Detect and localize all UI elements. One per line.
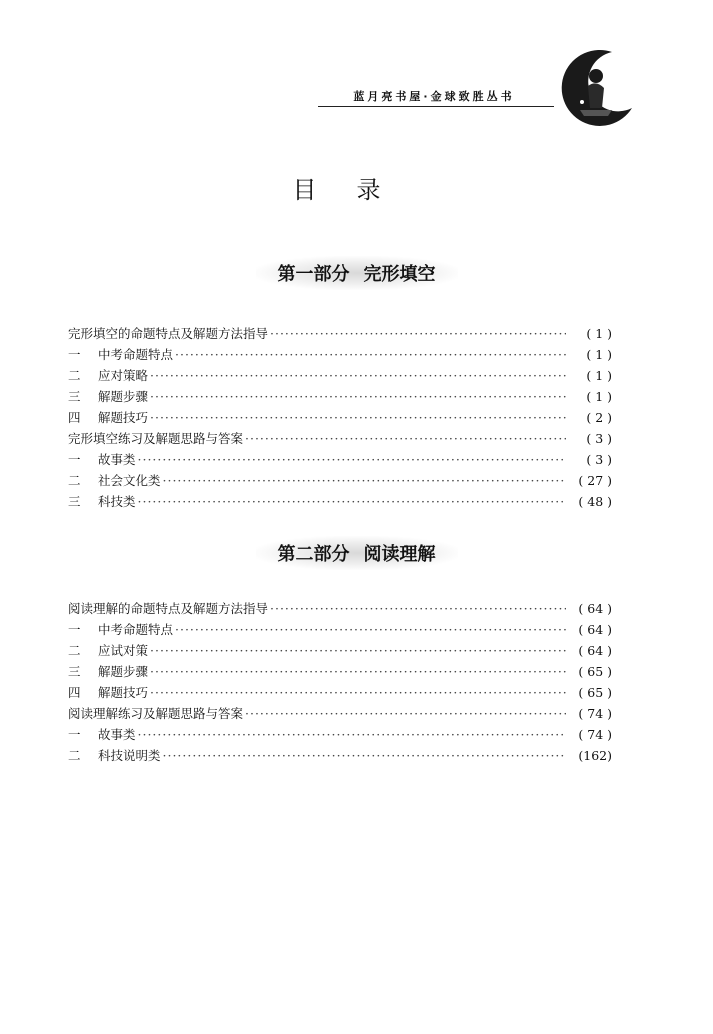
- toc-entry-label: 中考命题特点: [98, 347, 174, 362]
- toc-entry-page: ( 3 ): [586, 452, 612, 467]
- toc-entry-number: 二: [68, 473, 81, 488]
- toc-entry-label: 社会文化类: [98, 473, 161, 488]
- toc-entry-label: 解题步骤: [98, 389, 149, 404]
- toc-entry-page: ( 65 ): [578, 685, 612, 700]
- toc-entry-page: (162): [578, 748, 612, 763]
- toc-entry-page: ( 3 ): [586, 431, 612, 446]
- part-2-number: 第二部分: [277, 544, 350, 565]
- part-1-heading: [0, 256, 713, 290]
- toc-entry-number: 一: [68, 347, 81, 362]
- toc-entry-page: ( 1 ): [586, 368, 612, 383]
- toc-entry-number: 二: [68, 643, 81, 658]
- toc-entry-page: ( 1 ): [586, 326, 612, 341]
- toc-entry-label: 故事类: [98, 727, 136, 742]
- toc-entry-number: 三: [68, 664, 81, 679]
- toc-entry-label: 应试对策: [98, 643, 149, 658]
- toc-entry-number: 一: [68, 452, 81, 467]
- part-1-number: 第一部分: [277, 264, 350, 285]
- crescent-moon-logo-icon: [552, 46, 638, 132]
- toc-list-part-1: [68, 323, 612, 512]
- toc-entry[interactable]: [68, 745, 612, 766]
- toc-entry-page: ( 1 ): [586, 347, 612, 362]
- toc-entry-page: ( 64 ): [578, 643, 612, 658]
- toc-entry-page: ( 65 ): [578, 664, 612, 679]
- toc-entry-page: ( 74 ): [578, 706, 612, 721]
- toc-entry[interactable]: [68, 703, 612, 724]
- toc-entry[interactable]: [68, 449, 612, 470]
- toc-entry-page: ( 74 ): [578, 727, 612, 742]
- toc-entry-label: 解题技巧: [98, 685, 149, 700]
- toc-entry-label: 应对策略: [98, 368, 149, 383]
- header-rule: [318, 106, 554, 107]
- toc-entry-number: 四: [68, 685, 81, 700]
- toc-entry[interactable]: [68, 470, 612, 491]
- toc-entry[interactable]: [68, 682, 612, 703]
- toc-title: 目录: [292, 176, 421, 204]
- toc-entry-label: 科技类: [98, 494, 136, 509]
- part-1-subject: 完形填空: [363, 264, 436, 285]
- toc-entry-label: 科技说明类: [98, 748, 161, 763]
- toc-entry-number: 一: [68, 622, 81, 637]
- toc-entry[interactable]: [68, 491, 612, 512]
- toc-entry-label: 解题步骤: [98, 664, 149, 679]
- toc-entry[interactable]: [68, 724, 612, 745]
- toc-entry[interactable]: [68, 640, 612, 661]
- toc-entry-label: 阅读理解的命题特点及解题方法指导: [68, 601, 269, 616]
- toc-entry-page: ( 64 ): [578, 601, 612, 616]
- toc-entry[interactable]: [68, 428, 612, 449]
- toc-entry-label: 故事类: [98, 452, 136, 467]
- toc-entry-page: ( 2 ): [586, 410, 612, 425]
- toc-entry-label: 完形填空的命题特点及解题方法指导: [68, 326, 269, 341]
- toc-entry-number: 四: [68, 410, 81, 425]
- toc-entry-label: 阅读理解练习及解题思路与答案: [68, 706, 244, 721]
- toc-entry-page: ( 1 ): [586, 389, 612, 404]
- toc-entry-page: ( 48 ): [578, 494, 612, 509]
- toc-entry-label: 中考命题特点: [98, 622, 174, 637]
- toc-entry[interactable]: [68, 386, 612, 407]
- toc-entry[interactable]: [68, 323, 612, 344]
- toc-entry-number: 二: [68, 748, 81, 763]
- toc-entry-number: 三: [68, 494, 81, 509]
- toc-entry[interactable]: [68, 344, 612, 365]
- toc-entry-number: 一: [68, 727, 81, 742]
- toc-list-part-2: [68, 598, 612, 766]
- toc-entry[interactable]: [68, 619, 612, 640]
- toc-entry[interactable]: [68, 598, 612, 619]
- toc-entry-page: ( 64 ): [578, 622, 612, 637]
- toc-entry[interactable]: [68, 661, 612, 682]
- toc-entry[interactable]: [68, 365, 612, 386]
- toc-entry-label: 完形填空练习及解题思路与答案: [68, 431, 244, 446]
- toc-entry-label: 解题技巧: [98, 410, 149, 425]
- toc-entry[interactable]: [68, 407, 612, 428]
- toc-entry-page: ( 27 ): [578, 473, 612, 488]
- toc-entry-number: 二: [68, 368, 81, 383]
- toc-entry-number: 三: [68, 389, 81, 404]
- part-2-subject: 阅读理解: [363, 544, 436, 565]
- part-2-heading: [0, 536, 713, 570]
- series-title: 蓝月亮书屋·金球致胜丛书: [353, 90, 515, 103]
